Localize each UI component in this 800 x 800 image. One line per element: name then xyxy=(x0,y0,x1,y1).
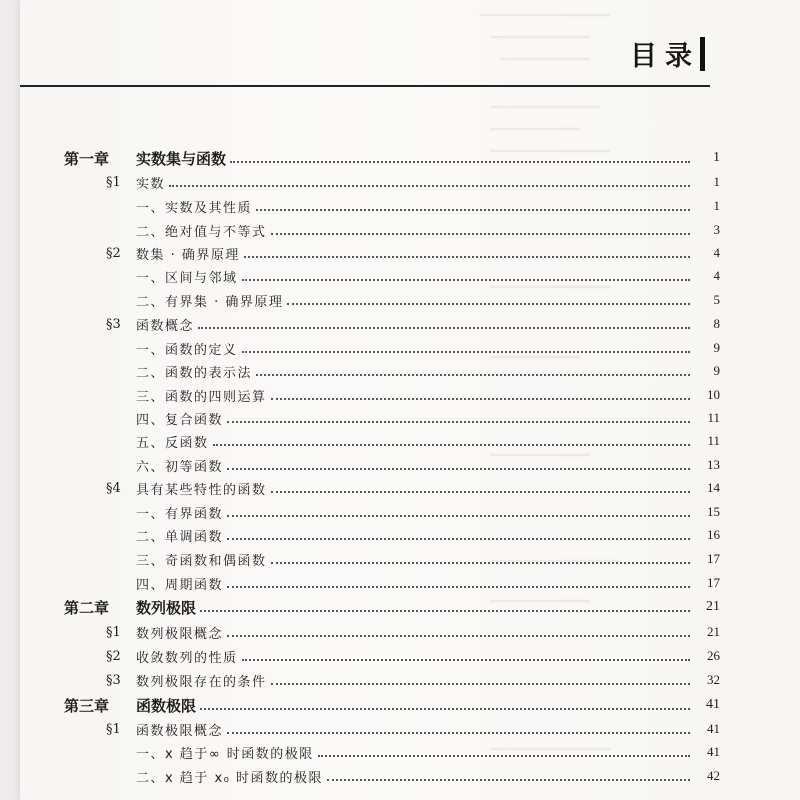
page-number: 41 xyxy=(707,721,720,736)
page-number: 4 xyxy=(713,245,720,260)
section-number: §1 xyxy=(106,624,121,640)
dot-leader xyxy=(227,537,690,540)
dot-leader xyxy=(227,585,690,588)
entry-title: 四、复合函数 xyxy=(136,412,224,428)
chapter-number: 第三章 xyxy=(64,696,110,715)
entry-title: 数列极限 xyxy=(136,598,197,617)
page-number: 42 xyxy=(707,768,720,783)
chapter-number: 第一章 xyxy=(64,149,110,168)
page-number: 14 xyxy=(707,480,720,495)
entry-title: 数列极限概念 xyxy=(136,626,224,642)
page-number: 21 xyxy=(707,624,720,639)
dot-leader xyxy=(230,160,690,163)
dot-leader xyxy=(271,682,690,685)
toc-entry xyxy=(20,313,720,335)
toc-entry xyxy=(20,694,720,716)
dot-leader xyxy=(200,707,690,710)
page-number: 8 xyxy=(713,316,720,331)
entry-title: 二、x 趋于 x₀ 时函数的极限 xyxy=(136,770,323,786)
entry-title: 二、函数的表示法 xyxy=(136,365,253,381)
dot-leader xyxy=(200,609,690,612)
toc-entry xyxy=(20,596,720,618)
toc-entry xyxy=(20,741,720,763)
toc-entry xyxy=(20,621,720,643)
entry-title: 一、函数的定义 xyxy=(136,342,238,358)
entry-title: 三、奇函数和偶函数 xyxy=(136,553,267,569)
chapter-number: 第二章 xyxy=(64,598,110,617)
toc-entry xyxy=(20,265,720,287)
section-number: §3 xyxy=(106,672,121,688)
dot-leader xyxy=(256,208,690,211)
toc-entry xyxy=(20,430,720,452)
dot-leader xyxy=(198,326,690,329)
dot-leader xyxy=(169,184,690,187)
dot-leader xyxy=(242,350,690,353)
toc-entry xyxy=(20,669,720,691)
toc-entry xyxy=(20,477,720,499)
entry-title: 实数集与函数 xyxy=(136,149,227,168)
dot-leader xyxy=(213,443,690,446)
toc-entry xyxy=(20,765,720,787)
page-number: 9 xyxy=(713,363,720,378)
toc-entry xyxy=(20,524,720,546)
page-number: 11 xyxy=(707,433,720,448)
section-number: §2 xyxy=(106,245,121,261)
toc-entry xyxy=(20,501,720,523)
book-page xyxy=(20,0,800,800)
page-number: 21 xyxy=(706,599,720,614)
section-number: §2 xyxy=(106,648,121,664)
toc-entry xyxy=(20,219,720,241)
page-number: 32 xyxy=(707,672,720,687)
dot-leader xyxy=(271,232,690,235)
page-number: 11 xyxy=(707,410,720,425)
dot-leader xyxy=(287,302,690,305)
toc-entry xyxy=(20,337,720,359)
dot-leader xyxy=(227,514,690,517)
page-number: 16 xyxy=(707,527,720,542)
entry-title: 二、绝对值与不等式 xyxy=(136,224,267,240)
page-number: 1 xyxy=(713,174,720,189)
section-number: §4 xyxy=(106,480,121,496)
toc-entry xyxy=(20,195,720,217)
section-number: §1 xyxy=(106,721,121,737)
entry-title: 函数极限概念 xyxy=(136,723,224,739)
section-number: §3 xyxy=(106,316,121,332)
entry-title: 五、反函数 xyxy=(136,435,209,451)
toc-entry xyxy=(20,147,720,169)
entry-title: 函数极限 xyxy=(136,696,197,715)
toc-entry xyxy=(20,384,720,406)
entry-title: 收敛数列的性质 xyxy=(136,650,238,666)
entry-title: 一、x 趋于∞ 时函数的极限 xyxy=(136,746,314,762)
entry-title: 一、有界函数 xyxy=(136,506,224,522)
page-number: 17 xyxy=(707,575,720,590)
page-number: 10 xyxy=(707,387,720,402)
page-number: 3 xyxy=(713,222,720,237)
toc-entry xyxy=(20,360,720,382)
entry-title: 具有某些特性的函数 xyxy=(136,482,267,498)
toc-entry xyxy=(20,407,720,429)
page-number: 17 xyxy=(707,551,720,566)
entry-title: 二、单调函数 xyxy=(136,529,224,545)
dot-leader xyxy=(318,754,690,757)
dot-leader xyxy=(227,634,690,637)
dot-leader xyxy=(244,255,690,258)
entry-title: 四、周期函数 xyxy=(136,577,224,593)
entry-title: 二、有界集 · 确界原理 xyxy=(136,294,284,310)
dot-leader xyxy=(242,278,690,281)
toc-entry xyxy=(20,572,720,594)
dot-leader xyxy=(242,658,690,661)
page-number: 41 xyxy=(707,744,720,759)
section-number: §1 xyxy=(106,174,121,190)
entry-title: 六、初等函数 xyxy=(136,459,224,475)
page-number: 26 xyxy=(707,648,720,663)
dot-leader xyxy=(227,731,690,734)
page-number: 9 xyxy=(713,340,720,355)
table-of-contents xyxy=(20,0,800,800)
toc-entry xyxy=(20,242,720,264)
page-number: 1 xyxy=(713,150,720,165)
page-number: 41 xyxy=(706,697,720,712)
dot-leader xyxy=(271,490,690,493)
page-number: 5 xyxy=(713,292,720,307)
toc-entry xyxy=(20,548,720,570)
page-title: 目录 xyxy=(630,41,700,72)
page-number: 13 xyxy=(707,457,720,472)
entry-title: 一、区间与邻域 xyxy=(136,270,238,286)
entry-title: 一、实数及其性质 xyxy=(136,200,253,216)
dot-leader xyxy=(227,420,690,423)
entry-title: 函数概念 xyxy=(136,318,195,334)
toc-entry xyxy=(20,171,720,193)
dot-leader xyxy=(256,373,690,376)
page-number: 4 xyxy=(713,268,720,283)
dot-leader xyxy=(227,467,690,470)
dot-leader xyxy=(271,397,690,400)
toc-entry xyxy=(20,289,720,311)
toc-entry xyxy=(20,645,720,667)
entry-title: 数列极限存在的条件 xyxy=(136,674,267,690)
entry-title: 数集 · 确界原理 xyxy=(136,247,240,263)
dot-leader xyxy=(271,561,690,564)
page-number: 15 xyxy=(707,504,720,519)
page-number: 1 xyxy=(713,198,720,213)
entry-title: 三、函数的四则运算 xyxy=(136,389,267,405)
toc-entry xyxy=(20,718,720,740)
dot-leader xyxy=(327,778,690,781)
entry-title: 实数 xyxy=(136,176,166,192)
toc-entry xyxy=(20,454,720,476)
